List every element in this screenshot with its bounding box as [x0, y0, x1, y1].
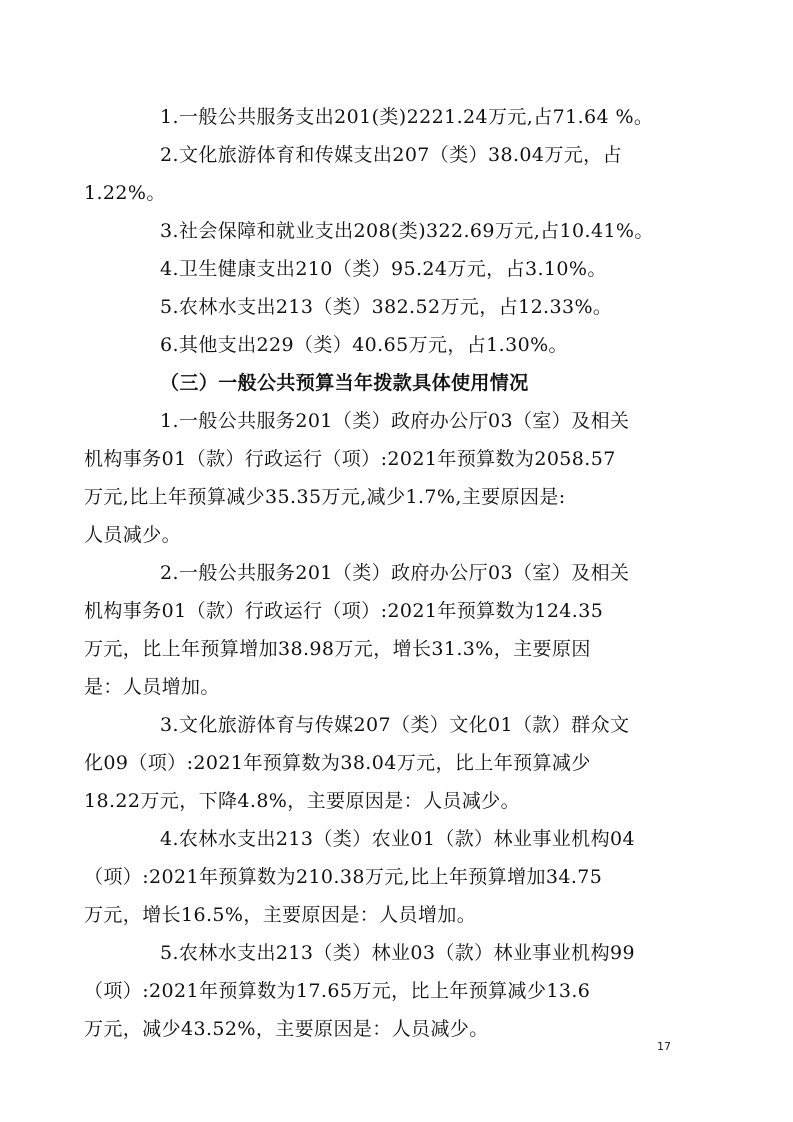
detail-1: 1.一般公共服务201（类）政府办公厅03（室）及相关 机构事务01（款）行政运行（项）:2021年预算数为2058.57 万元,比上年预算减少35.35万元,减少1.7%,主要原因是: 人员减少。 [84, 410, 630, 546]
document-body [84, 98, 677, 1048]
item-2: 2.文化旅游体育和传媒支出207（类）38.04万元，占 1.22%。 [84, 144, 622, 204]
detail-4: 4.农林水支出213（类）农业01（款）林业事业机构04 （项）:2021年预算数为210.38万元,比上年预算增加34.75 万元，增长16.5%，主要原因是：人员增加。 [84, 828, 635, 926]
page-number: 17 [657, 1040, 671, 1053]
section-heading: （三）一般公共预算当年拨款具体使用情况 [160, 372, 529, 394]
detail-5: 5.农林水支出213（类）林业03（款）林业事业机构99 （项）:2021年预算数为17.65万元，比上年预算减少13.6 万元，减少43.52%，主要原因是：人员减少。 [84, 942, 635, 1040]
detail-3: 3.文化旅游体育与传媒207（类）文化01（款）群众文 化09（项）:2021年预算数为38.04万元，比上年预算减少 18.22万元，下降4.8%，主要原因是：人员减少。 [84, 714, 630, 812]
item-5: 5.农林水支出213（类）382.52万元，占12.33%。 [160, 296, 613, 318]
detail-2: 2.一般公共服务201（类）政府办公厅03（室）及相关 机构事务01（款）行政运行（项）:2021年预算数为124.35 万元，比上年预算增加38.98万元，增长31.3%，主要原因 是：人员增加。 [84, 562, 630, 698]
item-3: 3.社会保障和就业支出208(类)322.69万元,占10.41%。 [160, 220, 654, 242]
item-4: 4.卫生健康支出210（类）95.24万元，占3.10%。 [160, 258, 607, 280]
item-6: 6.其他支出229（类）40.65万元，占1.30%。 [160, 334, 568, 356]
item-1: 1.一般公共服务支出201(类)2221.24万元,占71.64 %。 [160, 106, 654, 128]
